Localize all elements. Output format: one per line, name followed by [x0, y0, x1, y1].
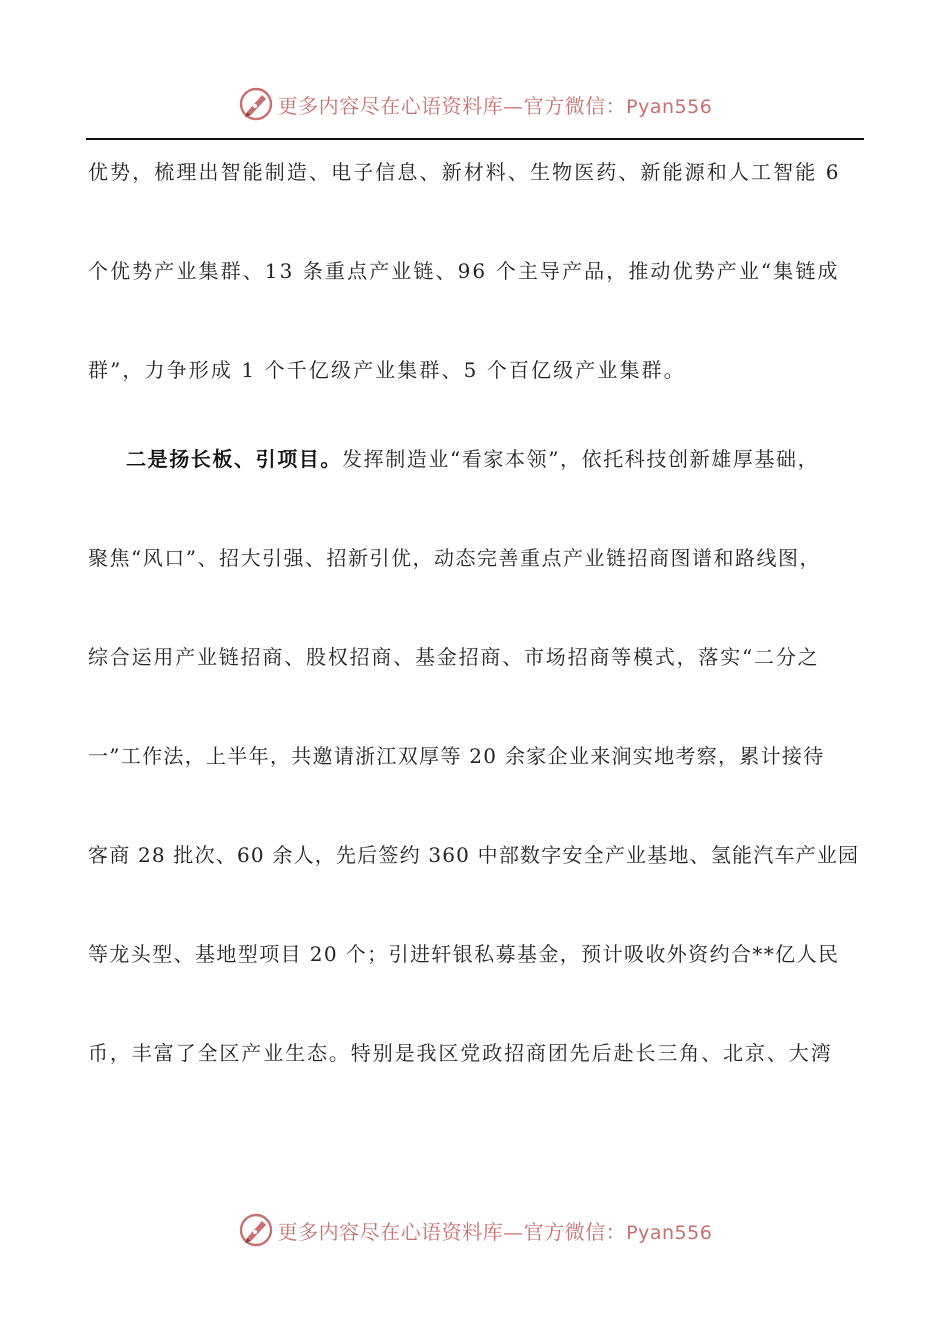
header-banner-label: 官方微信： — [523, 93, 627, 118]
pen-logo-icon — [238, 86, 274, 122]
footer-banner-main: 更多内容尽在心语资料库 — [277, 1219, 504, 1244]
body-line-1 — [88, 157, 862, 187]
body-line-1-text: 优势，梳理出智能制造、电子信息、新材料、生物医药、新能源和人工智能 6 — [88, 160, 841, 184]
footer-banner-label: 官方微信： — [523, 1219, 627, 1244]
header-banner-text — [278, 90, 713, 119]
body-line-4 — [126, 444, 862, 474]
body-line-5: 聚焦“风口”、招大引强、招新引优，动态完善重点产业链招商图谱和路线图， — [88, 546, 821, 570]
header-banner-dash: — — [503, 93, 524, 118]
footer-banner-text — [278, 1216, 713, 1245]
body-line-3: 群”，力争形成 1 个千亿级产业集群、5 个百亿级产业集群。 — [88, 358, 686, 382]
body-line-2: 个优势产业集群、13 条重点产业链、96 个主导产品，推动优势产业“集链成 — [88, 259, 840, 283]
header-banner — [0, 84, 950, 124]
body-line-6: 综合运用产业链招商、股权招商、基金招商、市场招商等模式，落实“二分之 — [88, 645, 820, 669]
header-divider — [86, 138, 864, 140]
paragraph-lead-heading: 二是扬长板、引项目。 — [126, 447, 342, 471]
body-line-10: 币，丰富了全区产业生态。特别是我区党政招商团先后赴长三角、北京、大湾 — [88, 1041, 833, 1065]
header-wechat-id: Pyan556 — [626, 95, 713, 118]
footer-banner-dash: — — [503, 1219, 524, 1244]
header-banner-main: 更多内容尽在心语资料库 — [277, 93, 504, 118]
pen-logo-icon — [238, 1212, 274, 1248]
body-line-9: 等龙头型、基地型项目 20 个；引进轩银私募基金，预计吸收外资约合**亿人民 — [88, 942, 840, 966]
footer-wechat-id: Pyan556 — [626, 1221, 713, 1244]
footer-banner — [0, 1210, 950, 1250]
body-line-8: 客商 28 批次、60 余人，先后签约 360 中部数字安全产业基地、氢能汽车产业园 — [88, 843, 860, 867]
body-line-7: 一”工作法，上半年，共邀请浙江双厚等 20 余家企业来涧实地考察，累计接待 — [88, 744, 825, 768]
body-line-4-text: 发挥制造业“看家本领”，依托科技创新雄厚基础， — [342, 447, 820, 471]
